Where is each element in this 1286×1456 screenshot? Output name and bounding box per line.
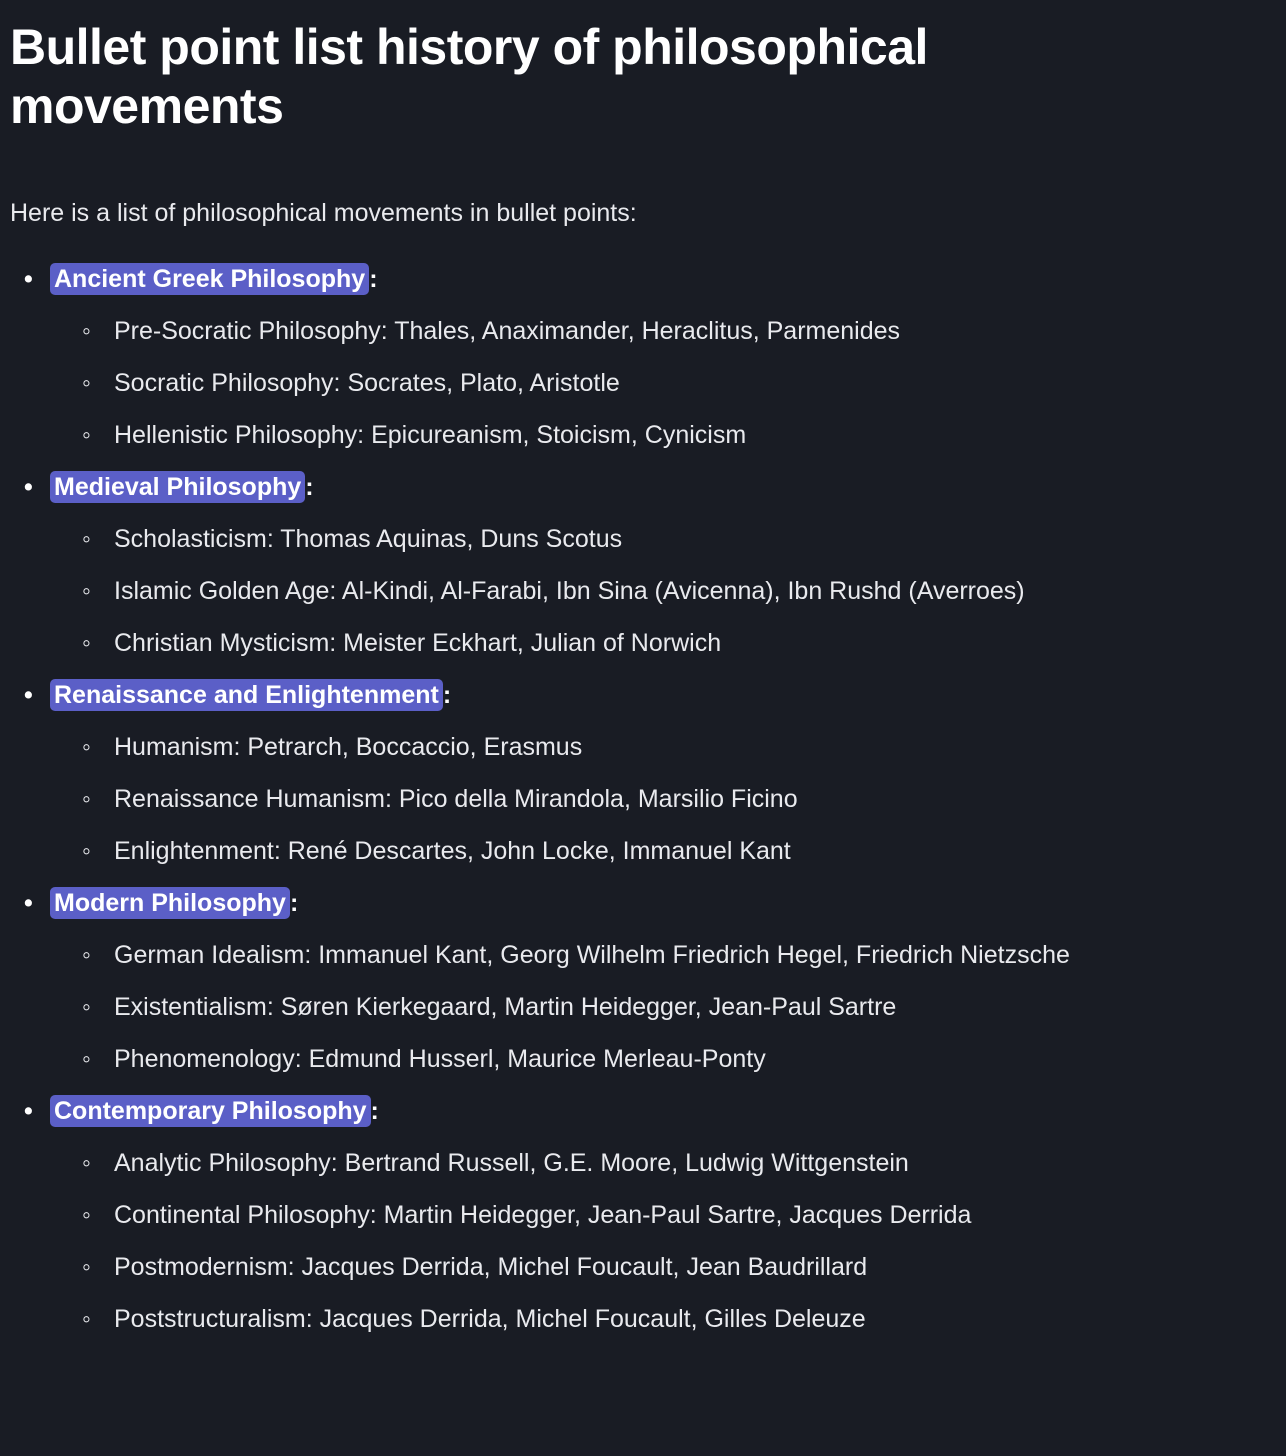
sub-list xyxy=(50,721,1264,877)
sub-list xyxy=(50,513,1264,669)
list-item: ◦ Scholasticism: Thomas Aquinas, Duns Scotus xyxy=(82,513,1264,565)
group-label-suffix: : xyxy=(305,473,314,501)
sub-list xyxy=(50,929,1264,1085)
list-item: ◦ Hellenistic Philosophy: Epicureanism, Stoicism, Cynicism xyxy=(82,409,1264,461)
group-heading xyxy=(50,1085,1264,1137)
group-label-suffix: : xyxy=(370,1097,379,1125)
list-item: ◦ Phenomenology: Edmund Husserl, Maurice Merleau-Ponty xyxy=(82,1033,1264,1085)
list-item xyxy=(10,253,1264,461)
list-item xyxy=(10,877,1264,1085)
group-label-suffix: : xyxy=(369,265,378,293)
list-item: ◦ Humanism: Petrarch, Boccaccio, Erasmus xyxy=(82,721,1264,773)
list-item: ◦ Enlightenment: René Descartes, John Locke, Immanuel Kant xyxy=(82,825,1264,877)
intro-paragraph: Here is a list of philosophical movements in bullet points: xyxy=(10,199,637,227)
list-item: ◦ Islamic Golden Age: Al-Kindi, Al-Farabi, Ibn Sina (Avicenna), Ibn Rushd (Averroes) xyxy=(82,565,1264,617)
group-label-highlight: Modern Philosophy xyxy=(50,887,290,919)
group-heading xyxy=(50,669,1264,721)
list-item: ◦ Renaissance Humanism: Pico della Mirandola, Marsilio Ficino xyxy=(82,773,1264,825)
group-label-suffix: : xyxy=(442,681,452,709)
group-label-highlight: Renaissance and Enlightenment xyxy=(50,679,443,711)
list-item xyxy=(10,461,1264,669)
page-title: Bullet point list history of philosophical movements xyxy=(10,19,928,134)
list-item: ◦ Poststructuralism: Jacques Derrida, Michel Foucault, Gilles Deleuze xyxy=(82,1293,1264,1345)
list-item: ◦ Analytic Philosophy: Bertrand Russell, G.E. Moore, Ludwig Wittgenstein xyxy=(82,1137,1264,1189)
group-heading xyxy=(50,253,1264,305)
list-item xyxy=(10,1085,1264,1345)
group-label-suffix: : xyxy=(289,889,299,917)
list-item: ◦ Continental Philosophy: Martin Heidegger, Jean-Paul Sartre, Jacques Derrida xyxy=(82,1189,1264,1241)
list-item: ◦ Postmodernism: Jacques Derrida, Michel Foucault, Jean Baudrillard xyxy=(82,1241,1264,1293)
group-heading xyxy=(50,877,1264,929)
sub-list xyxy=(50,305,1264,461)
group-label-highlight: Ancient Greek Philosophy xyxy=(50,263,369,295)
list-item: ◦ German Idealism: Immanuel Kant, Georg Wilhelm Friedrich Hegel, Friedrich Nietzsche xyxy=(82,929,1264,981)
list-item: ◦ Existentialism: Søren Kierkegaard, Martin Heidegger, Jean-Paul Sartre xyxy=(82,981,1264,1033)
list-item: ◦ Pre-Socratic Philosophy: Thales, Anaximander, Heraclitus, Parmenides xyxy=(82,305,1264,357)
group-label-highlight: Medieval Philosophy xyxy=(50,471,305,503)
philosophy-movement-list xyxy=(10,253,1264,1345)
group-heading xyxy=(50,461,1264,513)
group-label-highlight: Contemporary Philosophy xyxy=(50,1095,371,1127)
list-item xyxy=(10,669,1264,877)
list-item: ◦ Socratic Philosophy: Socrates, Plato, Aristotle xyxy=(82,357,1264,409)
sub-list xyxy=(50,1137,1264,1345)
list-item: ◦ Christian Mysticism: Meister Eckhart, Julian of Norwich xyxy=(82,617,1264,669)
